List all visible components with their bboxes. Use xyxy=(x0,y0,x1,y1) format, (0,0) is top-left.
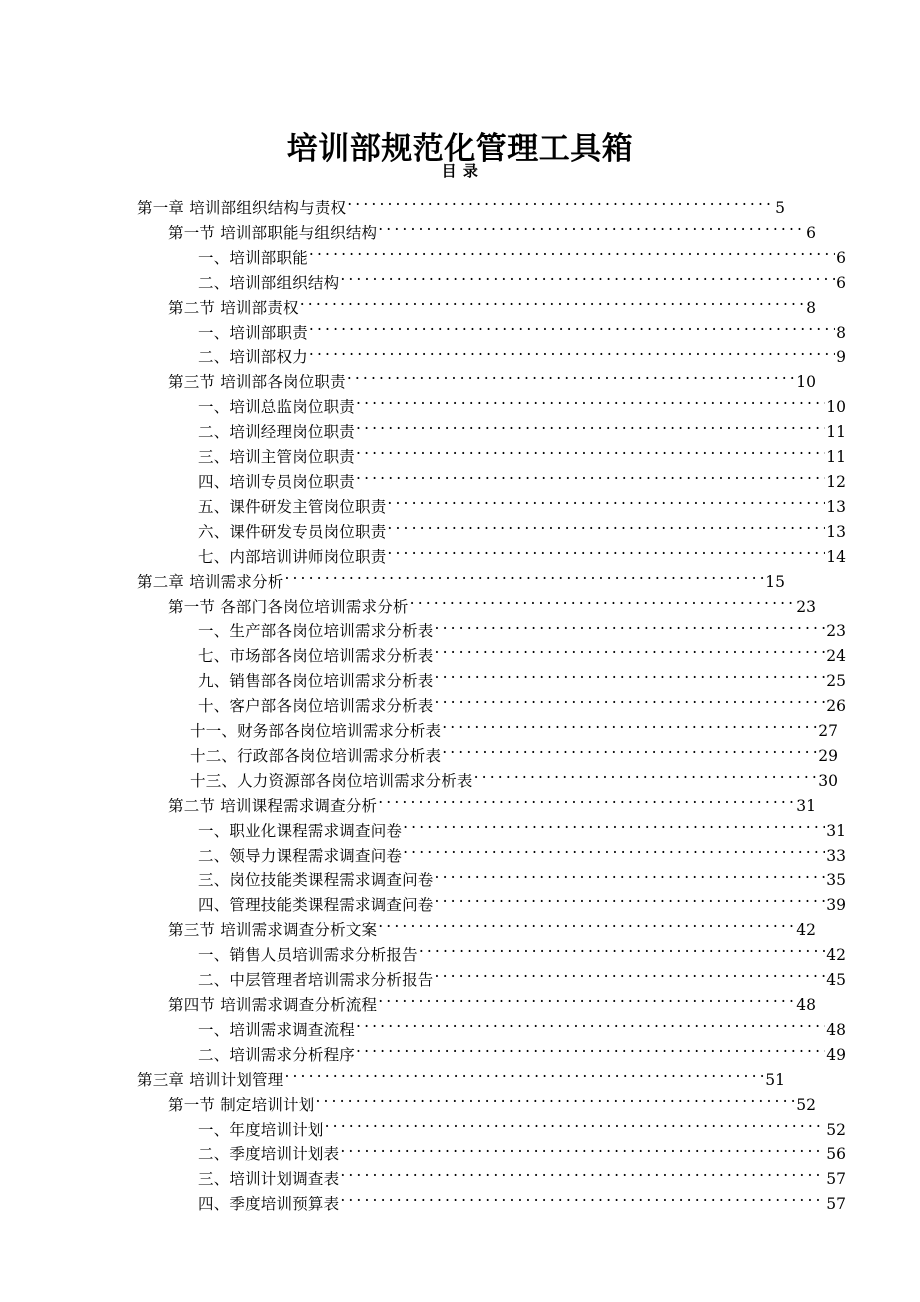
toc-dot-leader xyxy=(284,1069,764,1085)
toc-entry-label: 十三、人力资源部各岗位培训需求分析表 xyxy=(190,771,473,790)
toc-dot-leader xyxy=(309,322,835,338)
toc-entry-label: 第二节 培训部责权 xyxy=(168,298,299,317)
toc-entry-page-number: 8 xyxy=(836,323,846,342)
toc-entry[interactable] xyxy=(137,470,846,495)
toc-entry-page-number: 27 xyxy=(818,722,838,741)
toc-entry-page-number: 23 xyxy=(796,597,816,616)
toc-entry-label: 六、课件研发专员岗位职责 xyxy=(198,522,387,541)
toc-entry-label: 七、市场部各岗位培训需求分析表 xyxy=(198,647,434,666)
toc-entry-page-number: 29 xyxy=(818,746,838,765)
toc-entry[interactable] xyxy=(137,271,846,296)
toc-dot-leader xyxy=(340,1169,825,1185)
toc-entry-page-number: 52 xyxy=(796,1095,816,1114)
toc-dot-leader xyxy=(403,820,825,836)
toc-dot-leader xyxy=(325,1119,826,1135)
toc-entry-label: 三、培训计划调查表 xyxy=(198,1170,340,1189)
toc-entry-page-number: 14 xyxy=(826,547,846,566)
toc-dot-leader xyxy=(340,1144,825,1160)
toc-entry[interactable] xyxy=(137,1018,846,1043)
toc-entry-page-number: 24 xyxy=(826,647,846,666)
toc-entry[interactable] xyxy=(137,246,846,271)
toc-entry-label: 十二、行政部各岗位培训需求分析表 xyxy=(190,746,442,765)
toc-entry-label: 四、季度培训预算表 xyxy=(198,1195,340,1214)
toc-entry-label: 二、领导力课程需求调查问卷 xyxy=(198,846,403,865)
toc-dot-leader xyxy=(442,721,817,737)
toc-entry-page-number: 42 xyxy=(796,921,816,940)
toc-entry-page-number: 26 xyxy=(826,697,846,716)
toc-dot-leader xyxy=(309,347,835,363)
toc-entry-page-number: 51 xyxy=(765,1070,785,1089)
toc-entry-page-number: 35 xyxy=(826,871,846,890)
toc-entry-label: 一、生产部各岗位培训需求分析表 xyxy=(198,622,434,641)
toc-entry-label: 二、中层管理者培训需求分析报告 xyxy=(198,971,434,990)
toc-entry-label: 第三章 培训计划管理 xyxy=(137,1070,284,1089)
toc-entry-label: 十一、财务部各岗位培训需求分析表 xyxy=(190,722,442,741)
toc-entry[interactable] xyxy=(137,819,846,844)
toc-entry-label: 四、管理技能类课程需求调查问卷 xyxy=(198,896,434,915)
toc-dot-leader xyxy=(387,546,825,562)
toc-entry-page-number: 49 xyxy=(826,1045,846,1064)
toc-entry-label: 二、培训部组织结构 xyxy=(198,273,340,292)
toc-entry-label: 一、培训部职能 xyxy=(198,248,308,267)
toc-entry-page-number: 6 xyxy=(836,248,846,267)
toc-dot-leader xyxy=(340,1194,825,1210)
toc-entry-page-number: 6 xyxy=(806,223,816,242)
toc-entry[interactable] xyxy=(137,495,846,520)
toc-dot-leader xyxy=(356,422,825,438)
toc-entry[interactable] xyxy=(137,844,846,869)
toc-dot-leader xyxy=(356,1044,825,1060)
toc-entry-page-number: 13 xyxy=(826,497,846,516)
toc-entry-page-number: 52 xyxy=(826,1120,846,1139)
toc-dot-leader xyxy=(300,297,805,313)
toc-dot-leader xyxy=(435,671,826,687)
toc-entry[interactable] xyxy=(137,520,846,545)
toc-dot-leader xyxy=(340,272,835,288)
toc-entry-page-number: 25 xyxy=(826,672,846,691)
toc-dot-leader xyxy=(403,845,825,861)
toc-entry-label: 五、课件研发主管岗位职责 xyxy=(198,497,387,516)
toc-entry-page-number: 6 xyxy=(836,273,846,292)
toc-entry[interactable] xyxy=(137,570,785,595)
toc-dot-leader xyxy=(378,995,795,1011)
toc-entry[interactable] xyxy=(137,1192,846,1217)
toc-entry-page-number: 10 xyxy=(796,373,816,392)
toc-entry-label: 二、培训经理岗位职责 xyxy=(198,423,356,442)
toc-dot-leader xyxy=(387,496,825,512)
toc-entry[interactable] xyxy=(137,196,785,221)
toc-entry-page-number: 57 xyxy=(826,1195,846,1214)
toc-entry-label: 一、销售人员培训需求分析报告 xyxy=(198,946,418,965)
toc-dot-leader xyxy=(378,222,805,238)
toc-dot-leader xyxy=(435,870,826,886)
toc-dot-leader xyxy=(435,895,826,911)
toc-entry-label: 三、培训主管岗位职责 xyxy=(198,448,356,467)
toc-entry-page-number: 12 xyxy=(826,472,846,491)
toc-entry[interactable] xyxy=(137,619,846,644)
toc-entry[interactable] xyxy=(137,296,816,321)
toc-entry-label: 第三节 培训部各岗位职责 xyxy=(168,373,346,392)
toc-entry-label: 七、内部培训讲师岗位职责 xyxy=(198,547,387,566)
toc-entry[interactable] xyxy=(137,918,816,943)
toc-entry-label: 二、培训需求分析程序 xyxy=(198,1045,356,1064)
toc-entry-label: 三、岗位技能类课程需求调查问卷 xyxy=(198,871,434,890)
toc-entry-page-number: 5 xyxy=(775,199,785,217)
toc-entry-label: 第二节 培训课程需求调查分析 xyxy=(168,796,378,815)
toc-entry[interactable] xyxy=(137,1068,785,1093)
toc-entry-label: 第一节 各部门各岗位培训需求分析 xyxy=(168,597,409,616)
toc-dot-leader xyxy=(435,970,826,986)
toc-entry[interactable] xyxy=(137,221,816,246)
toc-entry-page-number: 15 xyxy=(765,572,785,591)
toc-entry-label: 第三节 培训需求调查分析文案 xyxy=(168,921,378,940)
toc-entry-page-number: 33 xyxy=(826,846,846,865)
toc-entry[interactable] xyxy=(137,769,838,794)
table-of-contents xyxy=(137,196,846,1217)
toc-entry-label: 二、培训部权力 xyxy=(198,348,308,367)
toc-entry-label: 第四节 培训需求调查分析流程 xyxy=(168,996,378,1014)
toc-dot-leader xyxy=(442,745,817,761)
toc-entry[interactable] xyxy=(137,1093,816,1118)
toc-entry[interactable] xyxy=(137,1043,846,1068)
toc-dot-leader xyxy=(347,372,795,388)
toc-entry[interactable] xyxy=(137,321,846,346)
toc-entry-label: 第一节 培训部职能与组织结构 xyxy=(168,223,378,242)
toc-entry[interactable] xyxy=(137,420,846,445)
toc-entry[interactable] xyxy=(137,868,846,893)
toc-dot-leader xyxy=(474,770,818,786)
toc-entry-page-number: 23 xyxy=(826,622,846,641)
toc-dot-leader xyxy=(378,795,795,811)
toc-entry-page-number: 39 xyxy=(826,896,846,915)
toc-entry[interactable] xyxy=(137,1167,846,1192)
toc-dot-leader xyxy=(315,1094,795,1110)
toc-entry-label: 九、销售部各岗位培训需求分析表 xyxy=(198,672,434,691)
toc-entry-page-number: 9 xyxy=(836,348,846,367)
toc-dot-leader xyxy=(378,920,795,936)
toc-dot-leader xyxy=(435,696,826,712)
toc-entry[interactable] xyxy=(137,744,838,769)
toc-dot-leader xyxy=(356,1019,825,1035)
toc-dot-leader xyxy=(356,447,825,463)
toc-entry-page-number: 11 xyxy=(826,423,846,442)
toc-entry[interactable] xyxy=(137,1142,846,1167)
toc-entry-label: 第一节 制定培训计划 xyxy=(168,1095,315,1114)
toc-entry-label: 一、培训需求调查流程 xyxy=(198,1020,356,1039)
toc-entry-page-number: 45 xyxy=(826,971,846,990)
toc-entry-page-number: 31 xyxy=(826,821,846,840)
toc-entry-label: 一、培训部职责 xyxy=(198,323,308,342)
toc-entry-label: 第二章 培训需求分析 xyxy=(137,572,284,591)
toc-entry-label: 一、年度培训计划 xyxy=(198,1120,324,1139)
toc-entry-label: 一、培训总监岗位职责 xyxy=(198,398,356,417)
toc-dot-leader xyxy=(410,596,796,612)
toc-dot-leader xyxy=(387,521,825,537)
toc-dot-leader xyxy=(419,945,825,961)
toc-entry[interactable] xyxy=(137,694,846,719)
toc-entry[interactable] xyxy=(137,1118,846,1143)
toc-dot-leader xyxy=(356,397,825,413)
toc-entry[interactable] xyxy=(137,595,816,620)
toc-entry-label: 一、职业化课程需求调查问卷 xyxy=(198,821,403,840)
toc-entry[interactable] xyxy=(137,968,846,993)
toc-entry-page-number: 11 xyxy=(826,448,846,467)
toc-entry-page-number: 10 xyxy=(826,398,846,417)
toc-dot-leader xyxy=(347,198,774,214)
toc-entry[interactable] xyxy=(137,345,846,370)
toc-entry-page-number: 42 xyxy=(826,946,846,965)
toc-entry-page-number: 8 xyxy=(806,298,816,317)
toc-entry-page-number: 30 xyxy=(818,771,838,790)
toc-entry[interactable] xyxy=(137,545,846,570)
toc-entry-label: 四、培训专员岗位职责 xyxy=(198,472,356,491)
toc-dot-leader xyxy=(435,621,826,637)
toc-dot-leader xyxy=(435,646,826,662)
toc-entry[interactable] xyxy=(137,794,816,819)
toc-dot-leader xyxy=(284,571,764,587)
toc-entry-page-number: 56 xyxy=(826,1145,846,1164)
toc-entry[interactable] xyxy=(137,993,816,1018)
toc-entry-page-number: 57 xyxy=(826,1170,846,1189)
toc-entry[interactable] xyxy=(137,943,846,968)
toc-entry-page-number: 13 xyxy=(826,522,846,541)
toc-dot-leader xyxy=(309,247,835,263)
toc-entry[interactable] xyxy=(137,370,816,395)
toc-entry[interactable] xyxy=(137,445,846,470)
toc-entry-page-number: 48 xyxy=(826,1020,846,1039)
toc-entry-page-number: 48 xyxy=(796,996,816,1014)
toc-entry[interactable] xyxy=(137,669,846,694)
toc-dot-leader xyxy=(356,471,825,487)
toc-entry-label: 第一章 培训部组织结构与责权 xyxy=(137,199,347,217)
toc-entry-label: 十、客户部各岗位培训需求分析表 xyxy=(198,697,434,716)
page-title: 培训部规范化管理工具箱 xyxy=(286,130,634,167)
toc-entry[interactable] xyxy=(137,395,846,420)
toc-entry[interactable] xyxy=(137,719,838,744)
toc-heading: 目 录 xyxy=(441,162,479,180)
toc-entry[interactable] xyxy=(137,893,846,918)
toc-entry-label: 二、季度培训计划表 xyxy=(198,1145,340,1164)
toc-entry-page-number: 31 xyxy=(796,796,816,815)
toc-entry[interactable] xyxy=(137,644,846,669)
